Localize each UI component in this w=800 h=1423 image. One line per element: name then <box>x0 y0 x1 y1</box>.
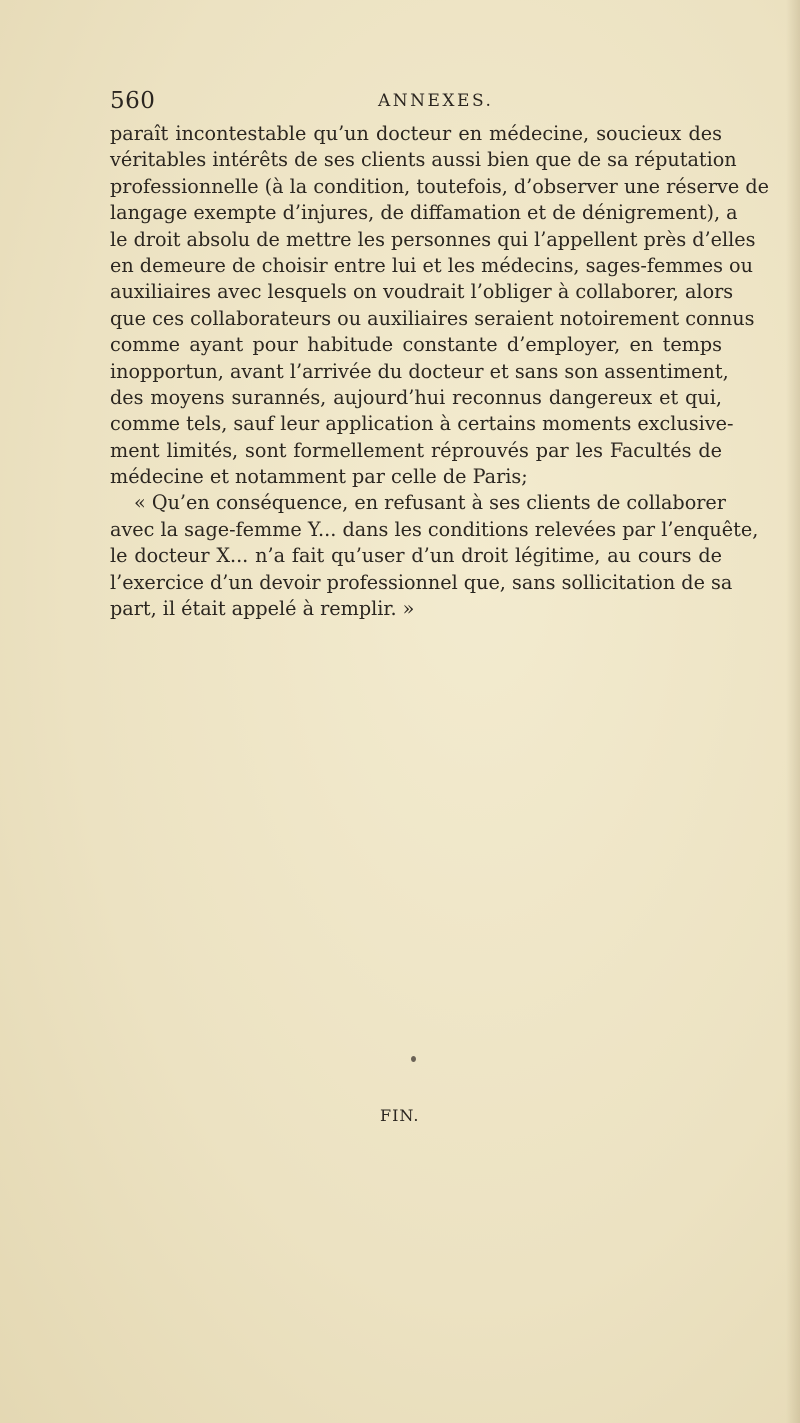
text-line: langage exempte d’injures, de diffamation et de dénigrement), a <box>110 201 738 225</box>
text-line: inopportun, avant l’arrivée du docteur et sans son assentiment, <box>110 359 729 383</box>
text-line: véritables intérêts de ses clients aussi bien que de sa réputation <box>110 148 737 172</box>
text-line: paraît incontestable qu’un docteur en médecine, soucieux des <box>110 122 722 145</box>
page-edge-shadow <box>786 0 800 1423</box>
text-line: auxiliaires avec lesquels on voudrait l’obliger à collaborer, alors <box>110 280 734 304</box>
text-line: comme ayant pour habitude constante d’employer, en temps <box>110 333 722 357</box>
page-number: 560 <box>110 88 156 114</box>
text-line: en demeure de choisir entre lui et les médecins, sages-femmes ou <box>110 253 753 277</box>
text-line: que ces collaborateurs ou auxiliaires seraient notoirement connus <box>110 306 755 330</box>
text-line: avec la sage-femme Y... dans les conditions relevées par l’enquête, <box>110 517 759 541</box>
text-line: le docteur X... n’a fait qu’user d’un droit légitime, au cours de <box>110 544 722 568</box>
text-line: médecine et notamment par celle de Paris; <box>110 465 528 489</box>
text-line: le droit absolu de mettre les personnes qui l’appellent près d’elles <box>110 227 756 251</box>
page-header <box>110 88 710 116</box>
text-line: comme tels, sauf leur application à certains moments exclusive- <box>110 412 734 436</box>
text-line: des moyens surannés, aujourd’hui reconnus dangereux et qui, <box>110 385 722 409</box>
text-line: l’exercice d’un devoir professionnel que, sans sollicitation de sa <box>110 570 733 594</box>
text-line: ment limités, sont formellement réprouvés par les Facultés de <box>110 438 722 462</box>
end-label: FIN. <box>380 1106 420 1125</box>
text-line: « Qu’en conséquence, en refusant à ses clients de collaborer <box>134 491 726 515</box>
ink-speck <box>411 1056 416 1062</box>
running-head: ANNEXES. <box>378 91 494 111</box>
text-line: part, il était appelé à remplir. » <box>110 597 415 621</box>
text-line: professionnelle (à la condition, toutefois, d’observer une réserve de <box>110 174 769 198</box>
body-text <box>110 121 769 622</box>
